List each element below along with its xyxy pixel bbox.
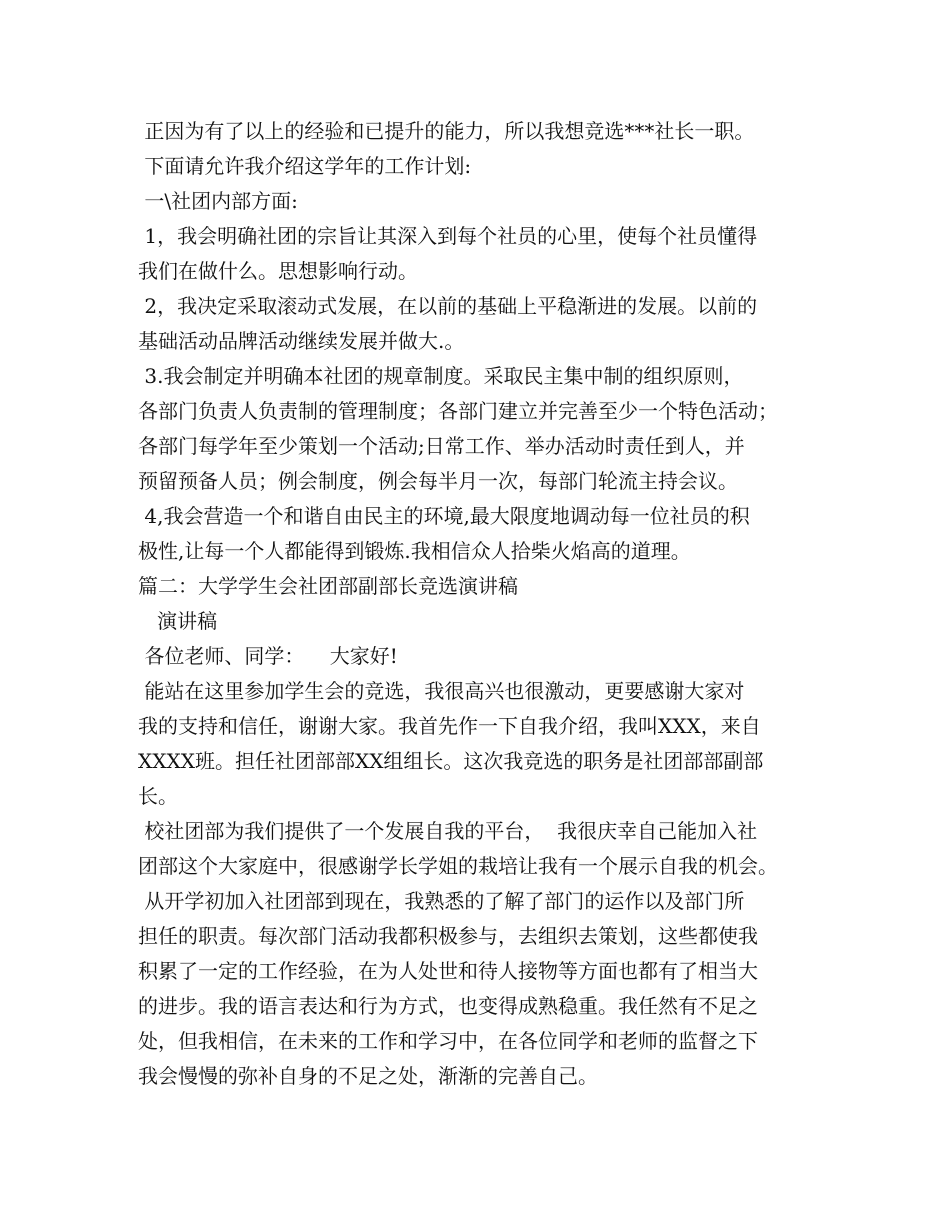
text-line: 2，我决定采取滚动式发展，在以前的基础上平稳渐进的发展。以前的 [138,294,758,318]
text-line: 一\社团内部方面: [138,189,298,213]
text-line: 各部门负责人负责制的管理制度；各部门建立并完善至少一个特色活动； [138,399,778,423]
text-line: 极性,让每一个人都能得到锻炼.我相信众人拾柴火焰高的道理。 [138,539,691,563]
text-line: 预留预备人员；例会制度，例会每半月一次，每部门轮流主持会议。 [138,469,738,493]
text-line: 4,我会营造一个和谐自由民主的环境,最大限度地调动每一位社员的积 [138,504,750,528]
section-heading: 篇二：大学学生会社团部副部长竞选演讲稿 [138,574,518,598]
text-line: 下面请允许我介绍这学年的工作计划: [138,154,472,178]
text-line: 团部这个大家庭中，很感谢学长学姐的栽培让我有一个展示自我的机会。 [138,854,778,878]
text-line: 能站在这里参加学生会的竞选，我很高兴也很激动，更要感谢大家对 [138,679,745,703]
text-line: 积累了一定的工作经验，在为人处世和待人接物等方面也都有了相当大 [138,959,758,983]
text-line: 担任的职责。每次部门活动我都积极参与，去组织去策划，这些都使我 [138,924,758,948]
text-line: 我的支持和信任，谢谢大家。我首先作一下自我介绍，我叫XXX，来自 [138,714,761,738]
text-line: 各部门每学年至少策划一个活动;日常工作、举办活动时责任到人，并 [138,434,745,458]
text-line: 基础活动品牌活动继续发展并做大.。 [138,329,465,353]
text-line: XXXX班。担任社团部部XX组组长。这次我竞选的职务是社团部部副部 [138,749,764,773]
text-line: 正因为有了以上的经验和已提升的能力，所以我想竞选***社长一职。 [138,119,755,143]
text-line: 处，但我相信，在未来的工作和学习中，在各位同学和老师的监督之下 [138,1029,758,1053]
speech-title: 演讲稿 [138,609,218,633]
text-line: 1，我会明确社团的宗旨让其深入到每个社员的心里，使每个社员懂得 [138,224,758,248]
greeting-line: 各位老师、同学： 大家好! [138,644,398,668]
document-body [138,114,838,1094]
text-line: 3.我会制定并明确本社团的规章制度。采取民主集中制的组织原则， [138,364,744,388]
text-line: 的进步。我的语言表达和行为方式，也变得成熟稳重。我任然有不足之 [138,994,758,1018]
text-line: 我会慢慢的弥补自身的不足之处，渐渐的完善自己。 [138,1064,598,1088]
text-line: 我们在做什么。思想影响行动。 [138,259,418,283]
text-line: 长。 [138,784,178,808]
text-line: 从开学初加入社团部到现在，我熟悉的了解了部门的运作以及部门所 [138,889,745,913]
text-line: 校社团部为我们提供了一个发展自我的平台， 我很庆幸自己能加入社 [138,819,758,843]
